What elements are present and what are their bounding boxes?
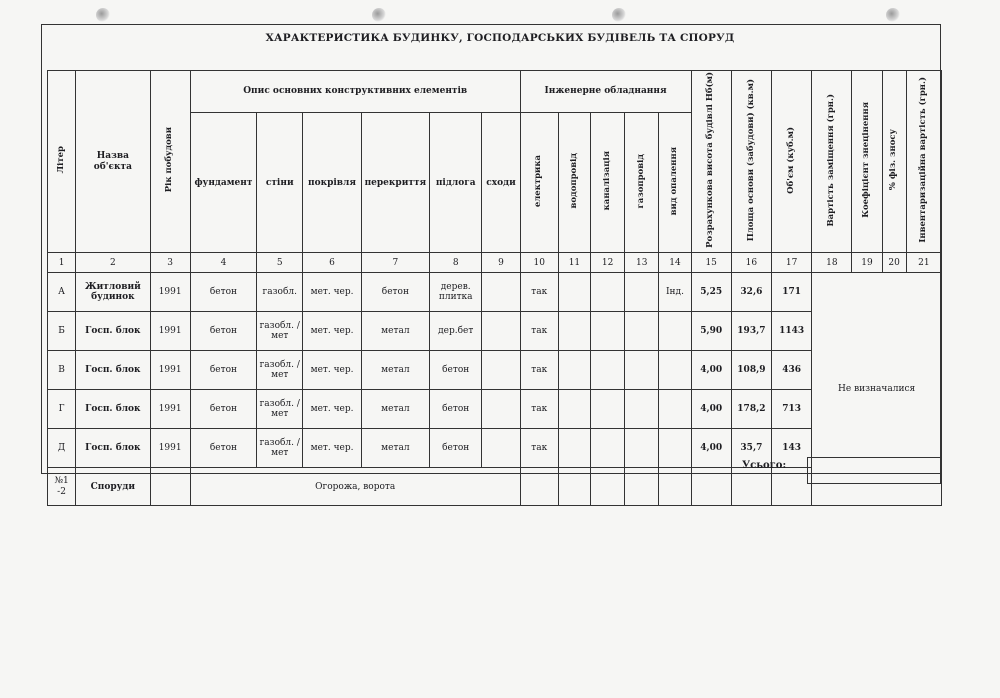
cell-sewer — [591, 351, 625, 390]
col-number: 8 — [430, 253, 482, 273]
col-number: 2 — [76, 253, 150, 273]
cell-volume: 713 — [772, 390, 812, 429]
cell-area: 193,7 — [731, 312, 771, 351]
cell-walls: газобл. /мет — [257, 429, 303, 468]
cell-volume: 436 — [772, 351, 812, 390]
header-sewer: каналізація — [601, 151, 612, 211]
header-volume: Об'єм (куб.м) — [785, 126, 796, 194]
cell-floor: бетон — [430, 351, 482, 390]
col-number: 6 — [303, 253, 361, 273]
document-title: ХАРАКТЕРИСТИКА БУДИНКУ, ГОСПОДАРСЬКИХ БУДІВЕЛЬ ТА СПОРУД — [265, 32, 735, 44]
cell-liter: А — [48, 273, 76, 312]
table-row — [48, 351, 942, 390]
cell-year: 1991 — [150, 429, 190, 468]
cell-fundament: бетон — [190, 312, 256, 351]
cell-walls: газобл. — [257, 273, 303, 312]
punch-hole — [612, 8, 626, 22]
header-constructive-group: Опис основних конструктивних елементів — [190, 71, 520, 113]
col-number: 4 — [190, 253, 256, 273]
cell-liter: В — [48, 351, 76, 390]
cell-fundament: бетон — [190, 429, 256, 468]
cell-electric: так — [520, 390, 558, 429]
cell-gas — [625, 351, 659, 390]
header-year: Рік побудови — [164, 127, 175, 193]
cell-roof: мет. чер. — [303, 390, 361, 429]
cell-overlap: метал — [361, 429, 429, 468]
cell-floor: бетон — [430, 390, 482, 429]
cell-gas — [625, 390, 659, 429]
col-number: 1 — [48, 253, 76, 273]
cell-water — [558, 351, 590, 390]
cell-liter: Д — [48, 429, 76, 468]
header-coef: Коефіцієнт знецінення — [861, 102, 872, 218]
header-walls: стіни — [257, 113, 303, 253]
cell-sewer — [591, 273, 625, 312]
header-engineering-group: Інженерне обладнання — [520, 71, 691, 113]
cell-year: 1991 — [150, 351, 190, 390]
cell-area: 32,6 — [731, 273, 771, 312]
cell-heating — [659, 312, 691, 351]
header-name: Назва об'єкта — [76, 71, 150, 253]
cell-sewer — [591, 390, 625, 429]
cell-name: Госп. блок — [76, 390, 150, 429]
header-water: водопровід — [568, 153, 579, 209]
cell-height: 4,00 — [691, 429, 731, 468]
col-number: 20 — [882, 253, 906, 273]
cell-liter: Г — [48, 390, 76, 429]
cell-floor: бетон — [430, 429, 482, 468]
cell-fundament: бетон — [190, 273, 256, 312]
header-heating: вид опалення — [669, 146, 680, 216]
cell-volume: 143 — [772, 429, 812, 468]
cell-water — [558, 390, 590, 429]
cell-gas — [625, 312, 659, 351]
cell-name: Госп. блок — [76, 429, 150, 468]
col-number: 21 — [906, 253, 941, 273]
cell-roof: мет. чер. — [303, 351, 361, 390]
cell-overlap: бетон — [361, 273, 429, 312]
cell-electric: так — [520, 312, 558, 351]
col-number: 18 — [812, 253, 852, 273]
punch-hole — [886, 8, 900, 22]
cell-height: 4,00 — [691, 390, 731, 429]
cell-fundament: бетон — [190, 390, 256, 429]
col-number: 5 — [257, 253, 303, 273]
cell-fundament: бетон — [190, 351, 256, 390]
cell-heating — [659, 390, 691, 429]
table-row — [48, 390, 942, 429]
header-overlap: перекриття — [361, 113, 429, 253]
cell-floor: дер.бет — [430, 312, 482, 351]
cell-height: 5,25 — [691, 273, 731, 312]
col-number: 9 — [482, 253, 520, 273]
totals-row — [41, 457, 941, 484]
cell-overlap: метал — [361, 351, 429, 390]
col-number: 3 — [150, 253, 190, 273]
cell-electric: так — [520, 273, 558, 312]
header-fundament: фундамент — [190, 113, 256, 253]
header-gas: газопровід — [635, 153, 646, 209]
col-number: 15 — [691, 253, 731, 273]
cell-water — [558, 273, 590, 312]
cell-volume: 1143 — [772, 312, 812, 351]
cell-area: 108,9 — [731, 351, 771, 390]
cell-name: Госп. блок — [76, 312, 150, 351]
cell-overlap: метал — [361, 390, 429, 429]
cell-area: 35,7 — [731, 429, 771, 468]
cell-year: 1991 — [150, 312, 190, 351]
col-number: 13 — [625, 253, 659, 273]
cell-electric: так — [520, 351, 558, 390]
cell-roof: мет. чер. — [303, 273, 361, 312]
header-electric: електрика — [533, 155, 544, 208]
col-number: 17 — [772, 253, 812, 273]
cell-height: 4,00 — [691, 351, 731, 390]
header-wear: % фіз. зносу — [888, 129, 899, 191]
cell-stairs — [482, 351, 520, 390]
punch-hole — [96, 8, 110, 22]
cell-stairs — [482, 273, 520, 312]
cell-walls: газобл. /мет — [257, 390, 303, 429]
cell-heating: Інд. — [659, 273, 691, 312]
cell-water — [558, 312, 590, 351]
header-liter: Літер — [55, 146, 66, 174]
cell-walls: газобл. /мет — [257, 351, 303, 390]
cell-stairs — [482, 390, 520, 429]
table-row — [48, 312, 942, 351]
punch-hole — [372, 8, 386, 22]
cell-area: 178,2 — [731, 390, 771, 429]
cell-year: 1991 — [150, 273, 190, 312]
cell-name: Споруди — [76, 468, 150, 506]
cell-sewer — [591, 312, 625, 351]
cell-floor: дерев. плитка — [430, 273, 482, 312]
header-stairs: сходи — [482, 113, 520, 253]
header-inventory: Інвентаризаційна вартість (грн.) — [917, 77, 928, 243]
cell-roof: мет. чер. — [303, 429, 361, 468]
col-number: 14 — [659, 253, 691, 273]
col-number: 7 — [361, 253, 429, 273]
col-number: 10 — [520, 253, 558, 273]
header-floor: підлога — [430, 113, 482, 253]
header-roof: покрівля — [303, 113, 361, 253]
column-numbers-row — [48, 253, 942, 273]
characteristics-table — [47, 70, 942, 506]
header-area: Площа основи (забудови) (кв.м) — [745, 78, 756, 242]
total-value-cell — [807, 457, 941, 484]
total-label: Усього: — [742, 460, 787, 471]
col-number: 11 — [558, 253, 590, 273]
cell-roof: мет. чер. — [303, 312, 361, 351]
cell-overlap: метал — [361, 312, 429, 351]
cell-stairs — [482, 312, 520, 351]
cell-walls: газобл. /мет — [257, 312, 303, 351]
col-number: 16 — [731, 253, 771, 273]
not-determined-cell: Не визначалися — [812, 273, 942, 506]
cell-heating — [659, 351, 691, 390]
header-replacement: Вартість заміщення (грн.) — [825, 93, 836, 227]
cell-structures-description: Огорожа, ворота — [190, 468, 520, 506]
cell-gas — [625, 273, 659, 312]
table-row — [48, 273, 942, 312]
cell-volume: 171 — [772, 273, 812, 312]
col-number: 19 — [852, 253, 882, 273]
cell-year: 1991 — [150, 390, 190, 429]
cell-name: Госп. блок — [76, 351, 150, 390]
col-number: 12 — [591, 253, 625, 273]
cell-height: 5,90 — [691, 312, 731, 351]
cell-name: Житловий будинок — [76, 273, 150, 312]
cell-liter: Б — [48, 312, 76, 351]
header-height: Розрахункова висота будівлі Нб(м) — [705, 72, 716, 248]
cell-liter: №1 -2 — [48, 468, 76, 506]
cell-electric: так — [520, 429, 558, 468]
